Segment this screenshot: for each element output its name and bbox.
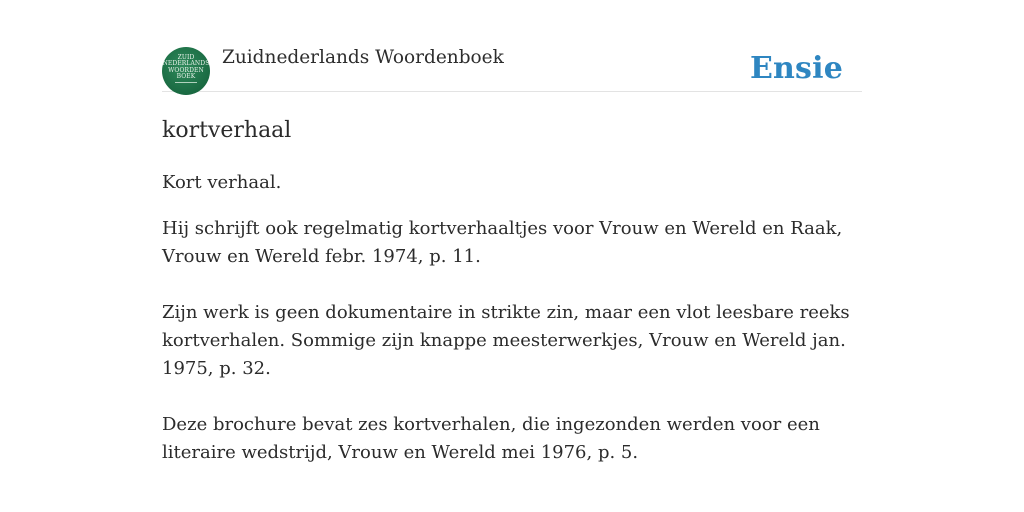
source-title-link[interactable]: Zuidnederlands Woordenboek — [222, 47, 504, 68]
example-sentence: Hij schrijft ook regelmatig kortverhaaltjes voor Vrouw en Wereld en Raak, Vrouw en Wereld febr. 1974, p. 11. — [162, 218, 843, 267]
brand-logo-link[interactable]: Ensie — [749, 51, 843, 86]
logo-line: WOORDEN — [168, 66, 204, 74]
logo-line: NEDERLANDS — [162, 60, 210, 68]
source-logo[interactable] — [162, 47, 210, 95]
entry-definition: Kort verhaal. — [162, 172, 282, 193]
entry-term: kortverhaal — [162, 118, 292, 143]
entry-header — [162, 44, 862, 92]
example-sentence: Zijn werk is geen dokumentaire in strikte zin, maar een vlot leesbare reeks kortverhalen. Sommige zijn knappe meesterwerkjes, Vrouw en Wereld jan. 1975, p. 32. — [162, 302, 850, 379]
logo-line: BOEK — [176, 72, 196, 80]
logo-line: ZUID — [177, 54, 195, 61]
logo-divider — [175, 82, 197, 83]
example-sentence: Deze brochure bevat zes kortverhalen, die ingezonden werden voor een literaire wedstrijd, Vrouw en Wereld mei 1976, p. 5. — [162, 414, 820, 463]
entry-card — [162, 44, 862, 467]
